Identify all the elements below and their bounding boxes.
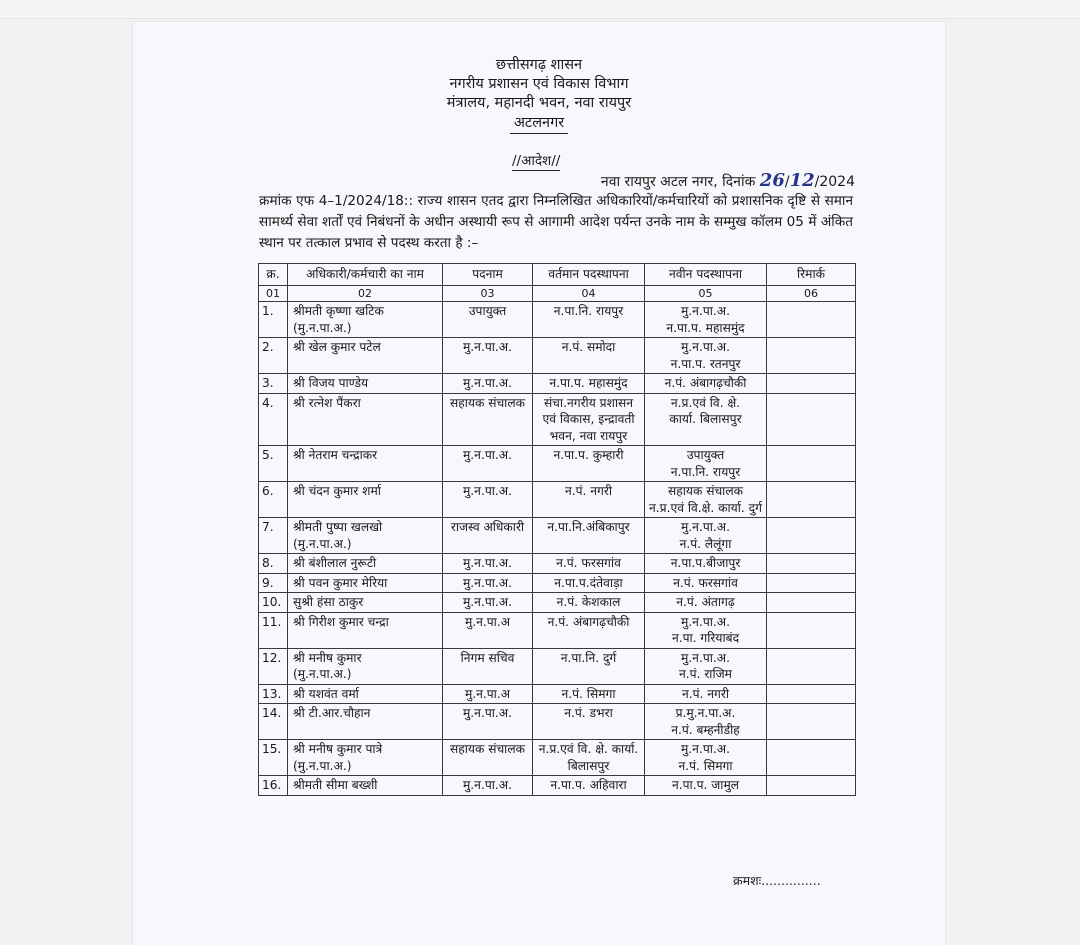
header-sn: क्र. bbox=[259, 264, 288, 286]
cell-new-posting: मु.न.पा.अ. न.पं. राजिम bbox=[645, 648, 767, 684]
cell-name: श्री विजय पाण्डेय bbox=[288, 374, 443, 394]
cell-new-posting: न.पा.प.बीजापुर bbox=[645, 554, 767, 574]
cell-current-posting: न.पा.प. महासमुंद bbox=[533, 374, 645, 394]
order-title: //आदेश// bbox=[512, 153, 561, 169]
cell-new-posting: मु.न.पा.अ. न.पा.प. रतनपुर bbox=[645, 338, 767, 374]
cell-designation: मु.न.पा.अ. bbox=[443, 593, 533, 613]
cell-designation: मु.न.पा.अ. bbox=[443, 776, 533, 796]
date-day: 26 bbox=[759, 170, 785, 191]
cell-remark bbox=[767, 684, 856, 704]
date-year: /2024 bbox=[814, 174, 855, 190]
cell-new-posting: न.पं. अंतागढ़ bbox=[645, 593, 767, 613]
cell-name: श्रीमती पुष्पा खलखो (मु.न.पा.अ.) bbox=[288, 518, 443, 554]
cell-name: श्री बंशीलाल नुरूटी bbox=[288, 554, 443, 574]
cell-new-posting: उपायुक्त न.पा.नि. रायपुर bbox=[645, 446, 767, 482]
header-name: अधिकारी/कर्मचारी का नाम bbox=[288, 264, 443, 286]
cell-designation: निगम सचिव bbox=[443, 648, 533, 684]
cell-current-posting: न.पं. डभरा bbox=[533, 704, 645, 740]
colnum: 03 bbox=[443, 286, 533, 302]
continued-marker: क्रमशः............... bbox=[733, 873, 821, 888]
cell-designation: सहायक संचालक bbox=[443, 393, 533, 446]
cell-current-posting: न.प्र.एवं वि. क्षे. कार्या. बिलासपुर bbox=[533, 740, 645, 776]
cell-sn: 6. bbox=[259, 482, 288, 518]
cell-remark bbox=[767, 593, 856, 613]
cell-sn: 15. bbox=[259, 740, 288, 776]
cell-current-posting: न.पं. केशकाल bbox=[533, 593, 645, 613]
cell-sn: 4. bbox=[259, 393, 288, 446]
cell-remark bbox=[767, 573, 856, 593]
table-row bbox=[259, 446, 856, 482]
cell-name: श्री रत्नेश पैंकरा bbox=[288, 393, 443, 446]
cell-current-posting: न.पं. नगरी bbox=[533, 482, 645, 518]
cell-current-posting: न.पं. सिमगा bbox=[533, 684, 645, 704]
cell-current-posting: न.पं. फरसगांव bbox=[533, 554, 645, 574]
colnum: 05 bbox=[645, 286, 767, 302]
cell-name: श्री मनीष कुमार पात्रे (मु.न.पा.अ.) bbox=[288, 740, 443, 776]
cell-remark bbox=[767, 338, 856, 374]
table-row bbox=[259, 776, 856, 796]
cell-remark bbox=[767, 374, 856, 394]
cell-remark bbox=[767, 704, 856, 740]
table-row bbox=[259, 612, 856, 648]
cell-remark bbox=[767, 776, 856, 796]
cell-current-posting: न.पा.प. कुम्हारी bbox=[533, 446, 645, 482]
colnum: 04 bbox=[533, 286, 645, 302]
cell-new-posting: न.पं. नगरी bbox=[645, 684, 767, 704]
colnum: 01 bbox=[259, 286, 288, 302]
table-header-row bbox=[259, 264, 856, 286]
order-paragraph: क्रमांक एफ 4–1/2024/18:: राज्य शासन एतद द्वारा निम्नलिखित अधिकारियों/कर्मचारियों को प्रशासनिक दृष्टि से समान सामर्थ्य सेवा शर्तों एवं निबंधनों के अधीन अस्थायी रूप से आगामी आदेश पर्यन्त उनके नाम के सम्मुख कॉलम 05 में अंकित स्थान पर तत्काल प्रभाव से पदस्थ करता है :– bbox=[259, 193, 853, 251]
table-row bbox=[259, 704, 856, 740]
cell-designation: मु.न.पा.अ. bbox=[443, 446, 533, 482]
header-government: छत्तीसगढ़ शासन bbox=[495, 57, 583, 73]
cell-name: श्री मनीष कुमार (मु.न.पा.अ.) bbox=[288, 648, 443, 684]
cell-new-posting: न.पं. फरसगांव bbox=[645, 573, 767, 593]
cell-remark bbox=[767, 302, 856, 338]
cell-new-posting: मु.न.पा.अ. न.पा.प. महासमुंद bbox=[645, 302, 767, 338]
cell-sn: 2. bbox=[259, 338, 288, 374]
cell-designation: मु.न.पा.अ. bbox=[443, 374, 533, 394]
cell-name: सुश्री हंसा ठाकुर bbox=[288, 593, 443, 613]
cell-name: श्री यशवंत वर्मा bbox=[288, 684, 443, 704]
cell-sn: 9. bbox=[259, 573, 288, 593]
cell-name: श्रीमती सीमा बख्शी bbox=[288, 776, 443, 796]
cell-remark bbox=[767, 612, 856, 648]
cell-sn: 1. bbox=[259, 302, 288, 338]
cell-new-posting: न.पं. अंबागढ़चौकी bbox=[645, 374, 767, 394]
table-row bbox=[259, 648, 856, 684]
cell-name: श्री चंदन कुमार शर्मा bbox=[288, 482, 443, 518]
cell-designation: सहायक संचालक bbox=[443, 740, 533, 776]
document-page bbox=[133, 22, 945, 945]
table-row bbox=[259, 740, 856, 776]
header-remark: रिमार्क bbox=[767, 264, 856, 286]
cell-designation: मु.न.पा.अ bbox=[443, 684, 533, 704]
cell-current-posting: न.पा.नि. रायपुर bbox=[533, 302, 645, 338]
cell-new-posting: मु.न.पा.अ. न.पं. लैलूंगा bbox=[645, 518, 767, 554]
table-row bbox=[259, 573, 856, 593]
table-row bbox=[259, 518, 856, 554]
column-number-row bbox=[259, 286, 856, 302]
cell-designation: मु.न.पा.अ. bbox=[443, 482, 533, 518]
postings-table bbox=[258, 263, 856, 796]
date-month: 12 bbox=[789, 170, 815, 191]
table-row bbox=[259, 374, 856, 394]
cell-remark bbox=[767, 518, 856, 554]
cell-name: श्री नेतराम चन्द्राकर bbox=[288, 446, 443, 482]
cell-designation: उपायुक्त bbox=[443, 302, 533, 338]
table-row bbox=[259, 482, 856, 518]
cell-sn: 10. bbox=[259, 593, 288, 613]
cell-remark bbox=[767, 648, 856, 684]
cell-designation: राजस्व अधिकारी bbox=[443, 518, 533, 554]
header-designation: पदनाम bbox=[443, 264, 533, 286]
cell-designation: मु.न.पा.अ. bbox=[443, 704, 533, 740]
table-row bbox=[259, 684, 856, 704]
cell-current-posting: न.पा.प. अहिवारा bbox=[533, 776, 645, 796]
cell-sn: 12. bbox=[259, 648, 288, 684]
cell-new-posting: प्र.मु.न.पा.अ. न.पं. बम्हनीडीह bbox=[645, 704, 767, 740]
cell-name: श्री खेल कुमार पटेल bbox=[288, 338, 443, 374]
table-row bbox=[259, 593, 856, 613]
cell-current-posting: न.पा.प.दंतेवाड़ा bbox=[533, 573, 645, 593]
cell-name: श्रीमती कृष्णा खटिक (मु.न.पा.अ.) bbox=[288, 302, 443, 338]
cell-current-posting: संचा.नगरीय प्रशासन एवं विकास, इन्द्रावती भवन, नवा रायपुर bbox=[533, 393, 645, 446]
cell-sn: 13. bbox=[259, 684, 288, 704]
cell-current-posting: न.पं. समोदा bbox=[533, 338, 645, 374]
colnum: 02 bbox=[288, 286, 443, 302]
date-line: नवा रायपुर अटल नगर, दिनांक 26/12/2024 bbox=[600, 170, 855, 191]
cell-new-posting: मु.न.पा.अ. न.पं. सिमगा bbox=[645, 740, 767, 776]
cell-sn: 16. bbox=[259, 776, 288, 796]
colnum: 06 bbox=[767, 286, 856, 302]
cell-new-posting: न.प्र.एवं वि. क्षे. कार्या. बिलासपुर bbox=[645, 393, 767, 446]
cell-sn: 3. bbox=[259, 374, 288, 394]
header-new-posting: नवीन पदस्थापना bbox=[645, 264, 767, 286]
cell-current-posting: न.पा.नि. दुर्ग bbox=[533, 648, 645, 684]
cell-sn: 7. bbox=[259, 518, 288, 554]
cell-designation: मु.न.पा.अ. bbox=[443, 573, 533, 593]
cell-new-posting: मु.न.पा.अ. न.पा. गरियाबंद bbox=[645, 612, 767, 648]
cell-sn: 14. bbox=[259, 704, 288, 740]
cell-current-posting: न.पं. अंबागढ़चौकी bbox=[533, 612, 645, 648]
viewer-top-bar bbox=[0, 0, 1080, 19]
cell-remark bbox=[767, 554, 856, 574]
table-row bbox=[259, 554, 856, 574]
cell-remark bbox=[767, 740, 856, 776]
cell-new-posting: न.पा.प. जामुल bbox=[645, 776, 767, 796]
header-current-posting: वर्तमान पदस्थापना bbox=[533, 264, 645, 286]
table-row bbox=[259, 393, 856, 446]
header-department: नगरीय प्रशासन एवं विकास विभाग bbox=[449, 76, 629, 92]
table-row bbox=[259, 338, 856, 374]
date-prefix: नवा रायपुर अटल नगर, दिनांक bbox=[600, 174, 756, 190]
cell-remark bbox=[767, 393, 856, 446]
table-row bbox=[259, 302, 856, 338]
cell-sn: 11. bbox=[259, 612, 288, 648]
cell-new-posting: सहायक संचालक न.प्र.एवं वि.क्षे. कार्या. दुर्ग bbox=[645, 482, 767, 518]
cell-name: श्री टी.आर.चौहान bbox=[288, 704, 443, 740]
header-address: मंत्रालय, महानदी भवन, नवा रायपुर bbox=[446, 95, 632, 111]
cell-designation: मु.न.पा.अ. bbox=[443, 554, 533, 574]
header-city: अटलनगर bbox=[133, 113, 945, 133]
cell-current-posting: न.पा.नि.अंबिकापुर bbox=[533, 518, 645, 554]
cell-name: श्री गिरीश कुमार चन्द्रा bbox=[288, 612, 443, 648]
cell-sn: 5. bbox=[259, 446, 288, 482]
cell-designation: मु.न.पा.अ. bbox=[443, 338, 533, 374]
cell-remark bbox=[767, 482, 856, 518]
cell-designation: मु.न.पा.अ bbox=[443, 612, 533, 648]
cell-remark bbox=[767, 446, 856, 482]
cell-sn: 8. bbox=[259, 554, 288, 574]
cell-name: श्री पवन कुमार मेरिया bbox=[288, 573, 443, 593]
